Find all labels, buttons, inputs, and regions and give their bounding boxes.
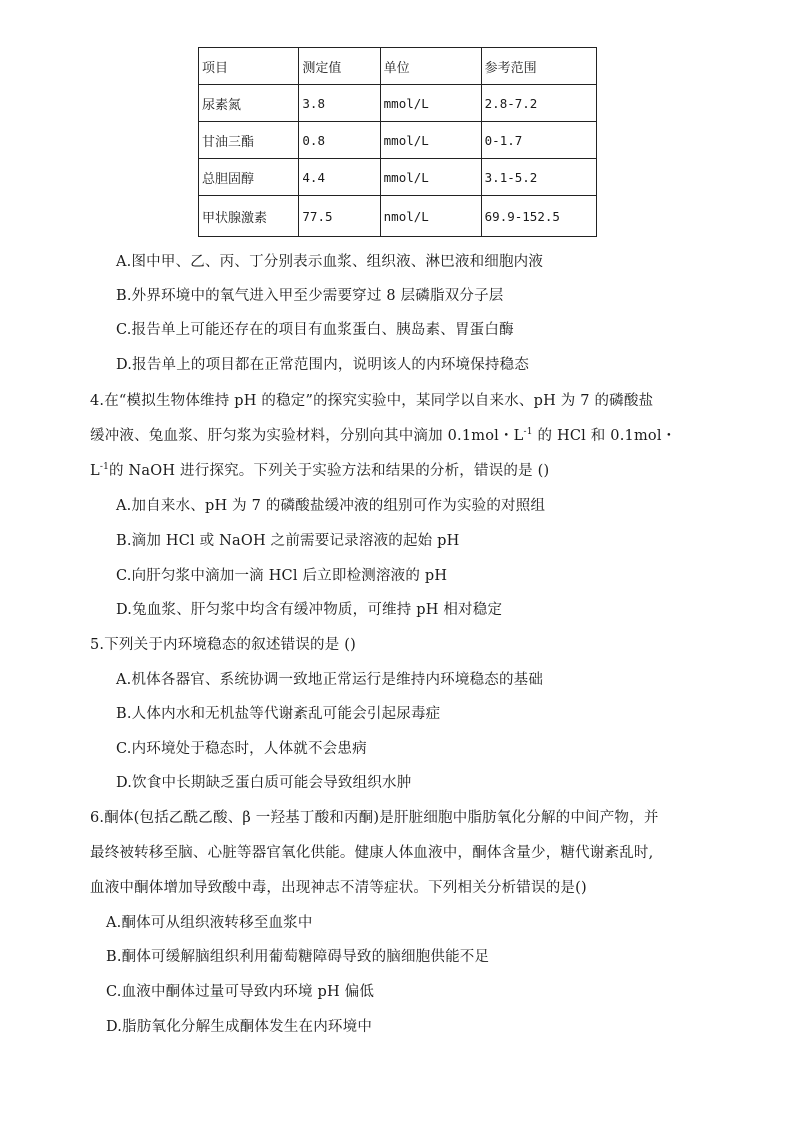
table-cell: 0-1.7 [481, 122, 596, 159]
q3-option-d: D.报告单上的项目都在正常范围内，说明该人的内环境保持稳态 [116, 357, 530, 373]
header-cell: 单位 [380, 48, 481, 85]
q4-option-d: D.兔血浆、肝匀浆中均含有缓冲物质，可维持 pH 相对稳定 [116, 602, 503, 618]
q3-option-c: C.报告单上可能还存在的项目有血浆蛋白、胰岛素、胃蛋白酶 [116, 322, 514, 338]
table-row [199, 122, 597, 159]
q5-option-a: A.机体各器官、系统协调一致地正常运行是维持内环境稳态的基础 [116, 672, 544, 688]
superscript: -1 [99, 462, 110, 472]
q6-stem-line-2: 最终被转移至脑、心脏等器官氧化供能。健康人体血液中，酮体含量少，糖代谢紊乱时, [90, 845, 654, 861]
q4-stem-line-1: 4.在“模拟生物体维持 pH 的稳定”的探究实验中，某同学以自来水、pH 为 7 的磷酸盐 [90, 393, 654, 409]
q4-option-b: B.滴加 HCl 或 NaOH 之前需要记录溶液的起始 pH [116, 533, 460, 549]
table-row [199, 159, 597, 196]
table-cell: mmol/L [380, 159, 481, 196]
table-cell: 甲状腺激素 [199, 196, 299, 237]
table-cell: 4.4 [299, 159, 380, 196]
q6-option-d: D.脂肪氧化分解生成酮体发生在内环境中 [106, 1019, 373, 1035]
lab-report-table [198, 47, 597, 237]
q6-stem-line-3: 血液中酮体增加导致酸中毒，出现神志不清等症状。下列相关分析错误的是() [90, 880, 587, 896]
q4-stem-text: L [90, 463, 100, 479]
q4-stem-line-3 [90, 459, 549, 480]
table-row [199, 85, 597, 122]
q6-stem-line-1: 6.酮体(包括乙酰乙酸、β 一羟基丁酸和丙酮)是肝脏细胞中脂肪氧化分解的中间产物，并 [90, 810, 659, 826]
q4-option-c: C.向肝匀浆中滴加一滴 HCl 后立即检测溶液的 pH [116, 568, 448, 584]
table-cell: 77.5 [299, 196, 380, 237]
table-cell: 3.1-5.2 [481, 159, 596, 196]
q4-stem-text: 缓冲液、兔血浆、肝匀浆为实验材料，分别向其中滴加 0.1mol・L [90, 428, 524, 444]
q5-stem: 5.下列关于内环境稳态的叙述错误的是 () [90, 637, 356, 653]
superscript: -1 [523, 427, 533, 437]
q4-option-a: A.加自来水、pH 为 7 的磷酸盐缓冲液的组别可作为实验的对照组 [116, 498, 546, 514]
q3-option-b: B.外界环境中的氧气进入甲至少需要穿过 8 层磷脂双分子层 [116, 288, 504, 304]
table-cell: 0.8 [299, 122, 380, 159]
table-cell: mmol/L [380, 85, 481, 122]
q3-option-a: A.图中甲、乙、丙、丁分别表示血浆、组织液、淋巴液和细胞内液 [116, 254, 544, 270]
table-cell: mmol/L [380, 122, 481, 159]
q5-option-b: B.人体内水和无机盐等代谢紊乱可能会引起尿毒症 [116, 706, 441, 722]
q6-option-a: A.酮体可从组织液转移至血浆中 [106, 915, 313, 931]
q4-stem-text: 的 HCl 和 0.1mol・ [537, 428, 677, 444]
table-cell: 3.8 [299, 85, 380, 122]
header-cell: 项目 [199, 48, 299, 85]
table-cell: 尿素氮 [199, 85, 299, 122]
q6-option-c: C.血液中酮体过量可导致内环境 pH 偏低 [106, 984, 375, 1000]
table-row [199, 196, 597, 237]
header-cell: 参考范围 [481, 48, 596, 85]
q6-option-b: B.酮体可缓解脑组织利用葡萄糖障碍导致的脑细胞供能不足 [106, 949, 490, 965]
q4-stem-line-2 [90, 424, 676, 445]
q5-option-d: D.饮食中长期缺乏蛋白质可能会导致组织水肿 [116, 775, 412, 791]
table-cell: 69.9-152.5 [481, 196, 596, 237]
q5-option-c: C.内环境处于稳态时，人体就不会患病 [116, 741, 367, 757]
table-cell: 2.8-7.2 [481, 85, 596, 122]
table-header-row [199, 48, 597, 85]
header-cell: 测定值 [299, 48, 380, 85]
table-cell: 甘油三酯 [199, 122, 299, 159]
table-cell: nmol/L [380, 196, 481, 237]
table-cell: 总胆固醇 [199, 159, 299, 196]
q4-stem-text: 的 NaOH 进行探究。下列关于实验方法和结果的分析，错误的是 () [109, 463, 550, 479]
